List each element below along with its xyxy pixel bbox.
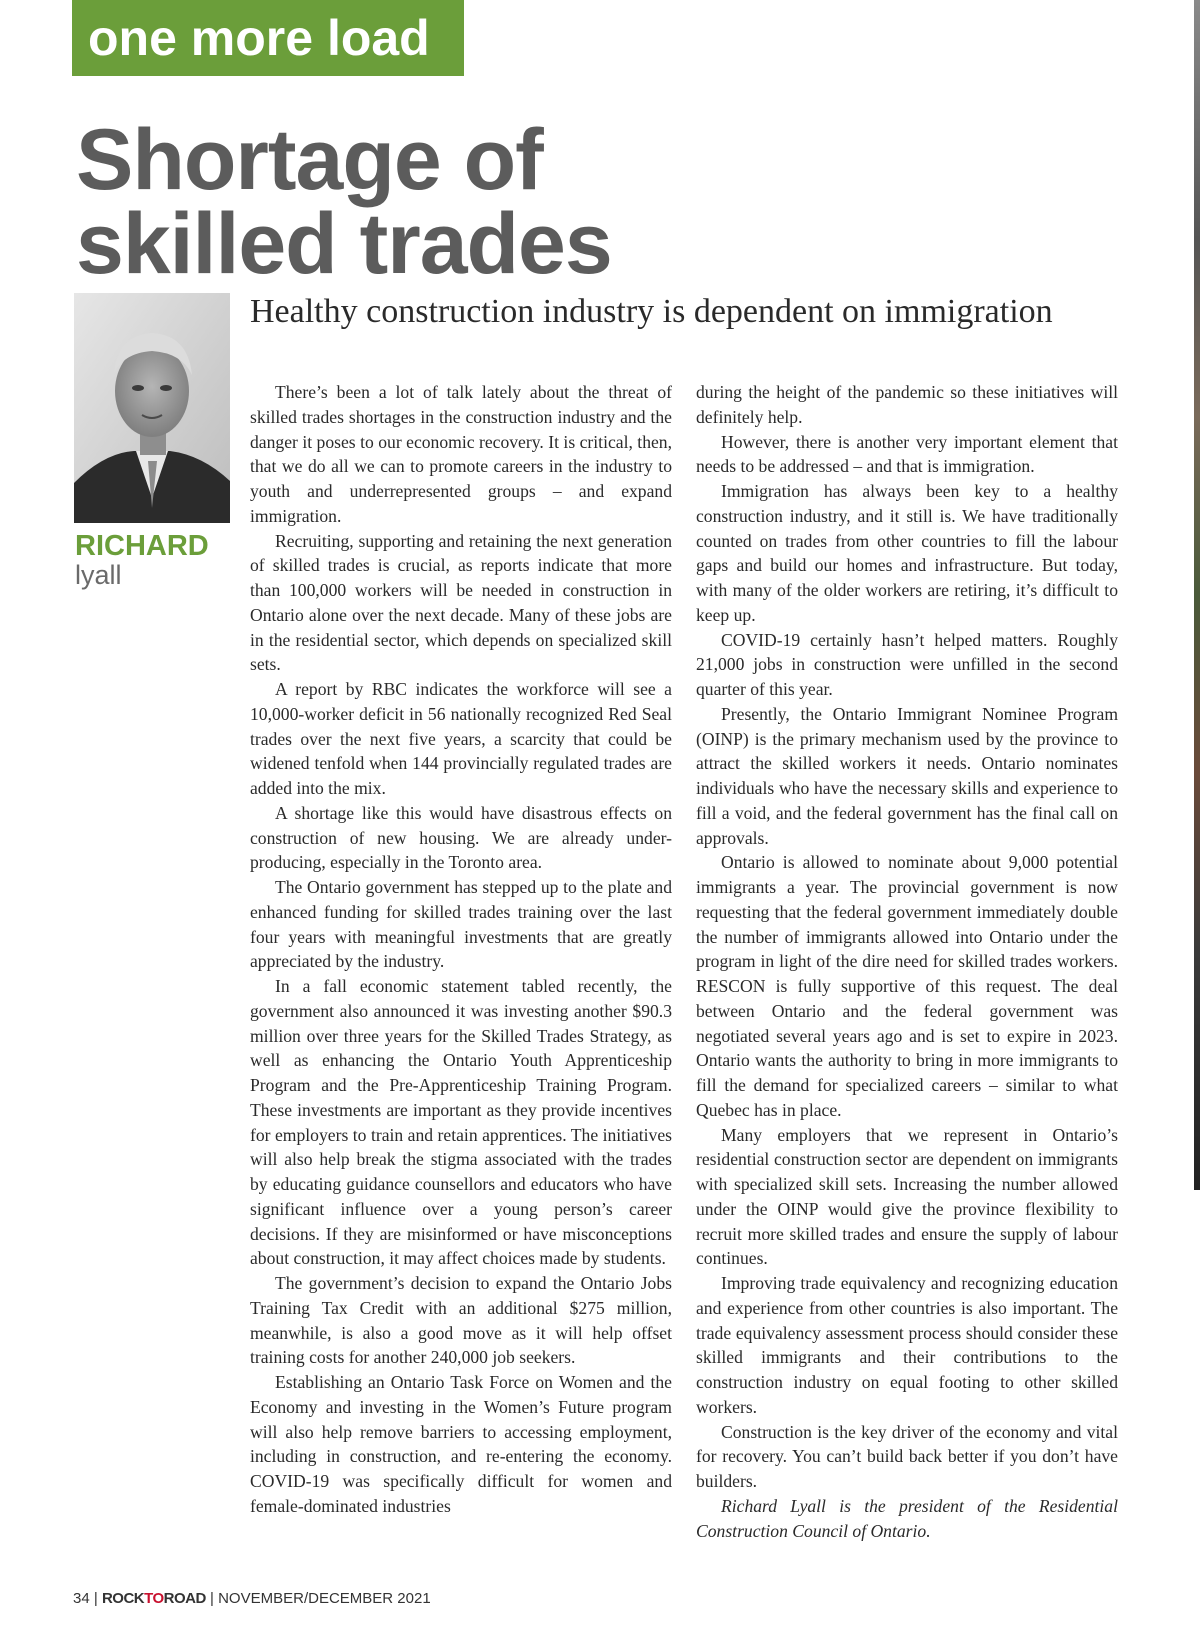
paragraph: A report by RBC indicates the workforce will see a 10,000-worker deficit in 56 nationally recognized Red Seal trades over the next five years, a scarcity that could be widened tenfold when 144 provincially regulated trades are added into the mix.: [250, 679, 672, 798]
paragraph: There’s been a lot of talk lately about the threat of skilled trades shortages in the construction industry and the danger it poses to our economic recovery. It is critical, then, that we do all we can to promote careers in the industry to youth and underrepresented groups – and expand immigration.: [250, 382, 672, 526]
issue-date: NOVEMBER/DECEMBER 2021: [218, 1590, 431, 1607]
paragraph: However, there is another very important element that needs to be addressed – and that is immigration.: [696, 431, 1118, 477]
article-column-left: [250, 380, 672, 1550]
headline: [76, 112, 612, 292]
paragraph: The government’s decision to expand the Ontario Jobs Training Tax Credit with an additional $275 million, meanwhile, is also a good move as it will help offset training costs for another 240,000 job seekers.: [250, 1273, 672, 1368]
author-bio: Richard Lyall is the president of the Residential Construction Council of Ontario.: [696, 1495, 1118, 1541]
paragraph: Recruiting, supporting and retaining the next generation of skilled trades is crucial, as reports indicate that more than 100,000 workers will be needed in construction in Ontario alone over the next decade. Many of these jobs are in the residential sector, which depends on specialized skill sets.: [250, 530, 672, 675]
author-portrait-image: [74, 293, 230, 523]
headline-line-1: Shortage of: [76, 112, 543, 208]
headline-line-2: skilled trades: [76, 196, 612, 292]
paragraph: Establishing an Ontario Task Force on Women and the Economy and investing in the Women’s Future program will also help remove barriers to accessing employment, including in construction, and re-entering the economy. COVID-19 was specifically difficult for women and female-dominated industries: [250, 1372, 672, 1516]
author-last-name: lyall: [75, 560, 122, 590]
paragraph: Immigration has always been key to a healthy construction industry, and it still is. We have traditionally counted on trades from other countries to fill the labour gaps and build our homes and infrastructure. But today, with many of the older workers are retiring, it’s difficult to keep up.: [696, 481, 1118, 625]
logo-part-road: ROAD: [163, 1590, 206, 1607]
footer-separator: |: [93, 1590, 98, 1607]
page-edge-image-strip: [1194, 0, 1200, 1190]
page-number: 34: [73, 1590, 90, 1607]
logo-part-to: TO: [144, 1590, 164, 1607]
paragraph: Improving trade equivalency and recognizing education and experience from other countries is also important. The trade equivalency assessment process should consider these skilled immigrants and their contributions to the construction industry on equal footing to other skilled workers.: [696, 1273, 1118, 1417]
paragraph: Ontario is allowed to nominate about 9,000 potential immigrants a year. The provincial government is now requesting that the federal government immediately double the number of immigrants allowed into Ontario under the program in light of the dire need for skilled trades workers. RESCON is fully supportive of this request. The deal between Ontario and the federal government was negotiated several years ago and is set to expire in 2023. Ontario wants the authority to bring in more immigrants to fill the demand for specialized careers – similar to what Quebec has in place.: [696, 852, 1118, 1120]
paragraph-continued: during the height of the pandemic so these initiatives will definitely help.: [696, 382, 1118, 427]
paragraph: In a fall economic statement tabled recently, the government also announced it was investing another $90.3 million over three years for the Skilled Trades Strategy, as well as enhancing the Ontario Youth Apprenticeship Program and the Pre-Apprenticeship Training Program. These investments are important as they provide incentives for employers to train and retain apprentices. The initiatives will also help break the stigma associated with the trades by educating guidance counsellors and educators who have significant influence over a young person’s career decisions. If they are misinformed or have misconceptions about construction, it may affect choices made by students.: [250, 976, 672, 1269]
magazine-logo: [102, 1590, 206, 1607]
logo-part-rock: ROCK: [101, 1590, 145, 1607]
article-column-right: [696, 380, 1118, 1550]
paragraph: Presently, the Ontario Immigrant Nominee Program (OINP) is the primary mechanism used by the province to attract the skilled workers it needs. Ontario nominates individuals who have the necessary skills and experience to fill a void, and the federal government has the final call on approvals.: [696, 703, 1118, 848]
footer-separator: |: [210, 1590, 214, 1607]
paragraph: COVID-19 certainly hasn’t helped matters. Roughly 21,000 jobs in construction were unfilled in the second quarter of this year.: [696, 629, 1118, 699]
subtitle: Healthy construction industry is dependent on immigration: [250, 293, 1053, 330]
paragraph: Many employers that we represent in Ontario’s residential construction sector are dependent on immigrants with specialized skill sets. Increasing the number allowed under the OINP would give the province flexibility to recruit more skilled trades and ensure the supply of labour continues.: [696, 1124, 1118, 1269]
paragraph: Construction is the key driver of the economy and vital for recovery. You can’t build back better if you don’t have builders.: [696, 1421, 1118, 1491]
page-footer: [73, 1590, 431, 1607]
paragraph: A shortage like this would have disastrous effects on construction of new housing. We are already under-producing, especially in the Toronto area.: [250, 802, 672, 873]
author-photo: [74, 293, 230, 523]
section-tag: one more load: [72, 0, 464, 76]
author-first-name: RICHARD: [75, 530, 209, 562]
paragraph: The Ontario government has stepped up to the plate and enhanced funding for skilled trades training over the last four years with meaningful investments that are greatly appreciated by the industry.: [250, 877, 672, 972]
